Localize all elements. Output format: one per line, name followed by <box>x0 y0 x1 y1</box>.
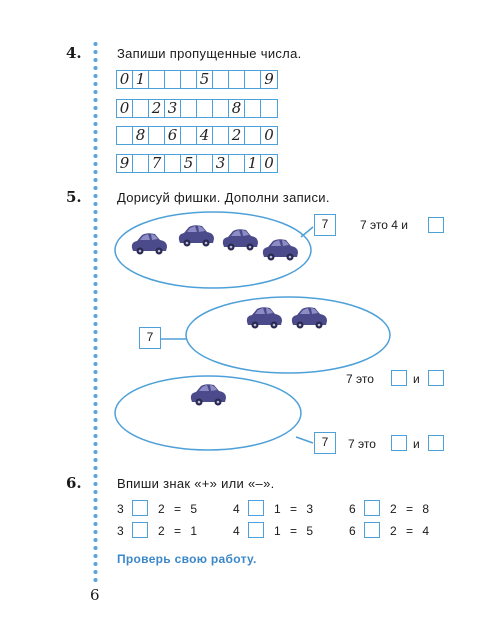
line2-and: и <box>413 372 420 386</box>
car-icon <box>247 307 282 328</box>
car-icon <box>292 307 327 328</box>
number-cell[interactable]: 0 <box>117 71 133 88</box>
equation-rest: 2 = 4 <box>390 524 430 538</box>
number-cell[interactable]: 9 <box>264 70 274 88</box>
answer-box[interactable] <box>391 370 407 386</box>
equation-operand: 3 <box>117 524 124 538</box>
number-cell[interactable]: 6 <box>165 127 181 144</box>
sign-box[interactable] <box>248 500 264 516</box>
box-middle-total: 7 <box>139 327 161 349</box>
task-5-number: 5. <box>66 188 82 206</box>
answer-box[interactable] <box>428 435 444 451</box>
car-icon <box>263 239 298 260</box>
car-icon <box>179 225 214 246</box>
number-cell[interactable]: 8 <box>133 127 149 144</box>
task-6-number: 6. <box>66 474 82 492</box>
ellipse-middle <box>186 297 390 373</box>
equation-operand: 3 <box>117 502 124 516</box>
number-cell[interactable]: 4 <box>197 127 213 144</box>
car-icon <box>223 229 258 250</box>
line1-text: 7 это 4 и <box>360 218 408 232</box>
equation-rest: 2 = 1 <box>158 524 198 538</box>
sign-box[interactable] <box>364 500 380 516</box>
answer-box[interactable] <box>428 217 444 233</box>
sign-box[interactable] <box>132 522 148 538</box>
equation-operand: 6 <box>349 524 356 538</box>
car-icon <box>191 384 226 405</box>
number-cell[interactable]: 3 <box>165 100 181 117</box>
number-cell[interactable]: 0 <box>264 126 274 144</box>
number-cell[interactable]: 8 <box>229 100 245 117</box>
equation-operand: 4 <box>233 502 240 516</box>
answer-box[interactable] <box>428 370 444 386</box>
line3-text: 7 это <box>348 437 376 451</box>
check-work-note: Проверь свою работу. <box>117 552 257 566</box>
equation-operand: 6 <box>349 502 356 516</box>
sign-box[interactable] <box>248 522 264 538</box>
answer-box[interactable] <box>391 435 407 451</box>
number-cell[interactable]: 9 <box>117 155 133 172</box>
box-top-total: 7 <box>314 214 336 236</box>
equation-rest: 2 = 8 <box>390 502 430 516</box>
task-4-title: Запиши пропущенные числа. <box>117 46 302 61</box>
equation-rest: 1 = 3 <box>274 502 314 516</box>
task-6-title: Впиши знак «+» или «–». <box>117 476 275 491</box>
number-cell[interactable]: 1 <box>245 155 261 172</box>
connector-top <box>301 227 313 237</box>
number-cell[interactable]: 5 <box>181 155 197 172</box>
equation-operand: 4 <box>233 524 240 538</box>
number-cell[interactable]: 5 <box>197 71 213 88</box>
sign-box[interactable] <box>364 522 380 538</box>
page-number: 6 <box>90 586 100 604</box>
line3-and: и <box>413 437 420 451</box>
number-cell[interactable]: 7 <box>149 155 165 172</box>
number-cell[interactable]: 2 <box>149 100 165 117</box>
car-icon <box>132 233 167 254</box>
number-cell[interactable]: 1 <box>133 71 149 88</box>
line2-text: 7 это <box>346 372 374 386</box>
task-5-title: Дорисуй фишки. Дополни записи. <box>117 190 330 205</box>
equation-rest: 2 = 5 <box>158 502 198 516</box>
connector-bottom <box>296 437 313 443</box>
sign-box[interactable] <box>132 500 148 516</box>
number-cell[interactable]: 3 <box>213 155 229 172</box>
box-bottom-total: 7 <box>314 432 336 454</box>
number-cell[interactable]: 0 <box>117 100 133 117</box>
number-cell[interactable]: 0 <box>264 154 274 172</box>
task-4-number: 4. <box>66 44 82 62</box>
equation-rest: 1 = 5 <box>274 524 314 538</box>
number-cell[interactable]: 2 <box>229 127 245 144</box>
